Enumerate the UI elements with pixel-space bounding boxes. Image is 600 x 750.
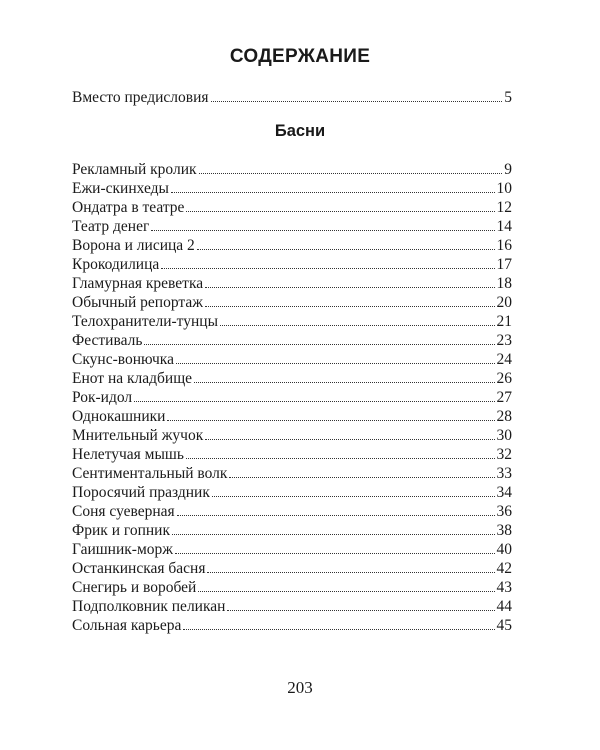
dot-leader: [144, 344, 494, 345]
toc-entry[interactable]: [72, 255, 512, 275]
dot-leader: [167, 420, 494, 421]
dot-leader: [205, 439, 494, 440]
toc-entry-label: Подполковник пеликан: [72, 598, 226, 615]
toc-entry-page: 40: [496, 541, 512, 558]
dot-leader: [211, 101, 503, 102]
toc-entry-page: 45: [496, 617, 512, 634]
toc-entry[interactable]: [72, 540, 512, 560]
toc-entry[interactable]: [72, 407, 512, 427]
toc-entry-page: 36: [496, 503, 512, 520]
dot-leader: [186, 211, 494, 212]
toc-entry[interactable]: [72, 160, 512, 180]
toc-entry-intro[interactable]: [72, 88, 512, 108]
dot-leader: [199, 173, 503, 174]
toc-entry-label: Ежи-скинхеды: [72, 180, 169, 197]
toc-entry-label: Сентиментальный волк: [72, 465, 228, 482]
toc-entry-label: Телохранители-тунцы: [72, 313, 218, 330]
toc-entry-label: Однокашники: [72, 408, 166, 425]
toc-entry-label: Фрик и гопник: [72, 522, 171, 539]
toc-entry-label: Вместо предисловия: [72, 89, 209, 106]
toc-entry[interactable]: [72, 464, 512, 484]
dot-leader: [212, 496, 495, 497]
toc-entry[interactable]: [72, 578, 512, 598]
dot-leader: [176, 363, 495, 364]
toc-entry-label: Ворона и лисица 2: [72, 237, 195, 254]
toc-entry-page: 27: [496, 389, 512, 406]
dot-leader: [205, 287, 494, 288]
toc-entry-page: 43: [496, 579, 512, 596]
toc-entry-page: 12: [496, 199, 512, 216]
toc-entry-page: 28: [496, 408, 512, 425]
toc-entry-page: 33: [496, 465, 512, 482]
dot-leader: [227, 610, 494, 611]
toc-entry[interactable]: [72, 483, 512, 503]
toc-entry-page: 10: [496, 180, 512, 197]
toc-entry-page: 26: [496, 370, 512, 387]
toc-entry-page: 5: [504, 89, 512, 106]
toc-entry-label: Крокодилица: [72, 256, 160, 273]
dot-leader: [177, 515, 495, 516]
toc-entry-page: 17: [496, 256, 512, 273]
toc-entry-page: 16: [496, 237, 512, 254]
toc-entry-label: Мнительный жучок: [72, 427, 204, 444]
toc-entry[interactable]: [72, 274, 512, 294]
dot-leader: [172, 534, 494, 535]
dot-leader: [205, 306, 495, 307]
toc-entry-page: 9: [504, 161, 512, 178]
toc-entry[interactable]: [72, 426, 512, 446]
dot-leader: [183, 629, 494, 630]
toc-entry-page: 30: [496, 427, 512, 444]
toc-entry-label: Сольная карьера: [72, 617, 182, 634]
toc-entry-label: Нелетучая мышь: [72, 446, 184, 463]
toc-entry[interactable]: [72, 331, 512, 351]
dot-leader: [207, 572, 494, 573]
toc-entry-label: Фестиваль: [72, 332, 143, 349]
toc-entry[interactable]: [72, 616, 512, 636]
toc-entry-page: 34: [496, 484, 512, 501]
toc-entry[interactable]: [72, 502, 512, 522]
section-heading: Басни: [274, 122, 326, 140]
toc-entry[interactable]: [72, 350, 512, 370]
toc-entry-page: 23: [496, 332, 512, 349]
toc-entry-label: Поросячий праздник: [72, 484, 210, 501]
toc-entry[interactable]: [72, 198, 512, 218]
toc-entry[interactable]: [72, 445, 512, 465]
toc-entry-page: 38: [496, 522, 512, 539]
dot-leader: [197, 249, 495, 250]
toc-entry-page: 14: [496, 218, 512, 235]
toc-entry[interactable]: [72, 597, 512, 617]
dot-leader: [161, 268, 494, 269]
toc-entry[interactable]: [72, 559, 512, 579]
dot-leader: [220, 325, 495, 326]
toc-entry-page: 24: [496, 351, 512, 368]
toc-entry-page: 42: [496, 560, 512, 577]
toc-entry-label: Енот на кладбище: [72, 370, 193, 387]
page-number: 203: [287, 678, 313, 697]
toc-entry-label: Гламурная креветка: [72, 275, 204, 292]
dot-leader: [186, 458, 495, 459]
toc-entry[interactable]: [72, 521, 512, 541]
dot-leader: [198, 591, 494, 592]
toc-entry-page: 18: [496, 275, 512, 292]
toc-entry-label: Рекламный кролик: [72, 161, 197, 178]
toc-entry-page: 44: [496, 598, 512, 615]
toc-entry-label: Ондатра в театре: [72, 199, 185, 216]
toc-entry-page: 20: [496, 294, 512, 311]
toc-entry-label: Театр денег: [72, 218, 150, 235]
toc-entry-label: Соня суеверная: [72, 503, 175, 520]
dot-leader: [171, 192, 495, 193]
dot-leader: [134, 401, 494, 402]
dot-leader: [194, 382, 494, 383]
toc-entry-label: Останкинская басня: [72, 560, 206, 577]
toc-entry[interactable]: [72, 312, 512, 332]
toc-entry[interactable]: [72, 217, 512, 237]
toc-entry[interactable]: [72, 293, 512, 313]
toc-entry[interactable]: [72, 369, 512, 389]
toc-entry[interactable]: [72, 388, 512, 408]
toc-entry[interactable]: [72, 236, 512, 256]
toc-entry-label: Снегирь и воробей: [72, 579, 197, 596]
page-title: СОДЕРЖАНИЕ: [229, 46, 371, 67]
toc-entry-label: Обычный репортаж: [72, 294, 203, 311]
toc-entry-label: Рок-идол: [72, 389, 133, 406]
dot-leader: [175, 553, 495, 554]
toc-entry-label: Скунс-вонючка: [72, 351, 174, 368]
toc-entry-page: 21: [496, 313, 512, 330]
toc-entry[interactable]: [72, 179, 512, 199]
dot-leader: [151, 230, 494, 231]
toc-entry-label: Гаишник-морж: [72, 541, 173, 558]
dot-leader: [229, 477, 494, 478]
toc-entry-page: 32: [496, 446, 512, 463]
